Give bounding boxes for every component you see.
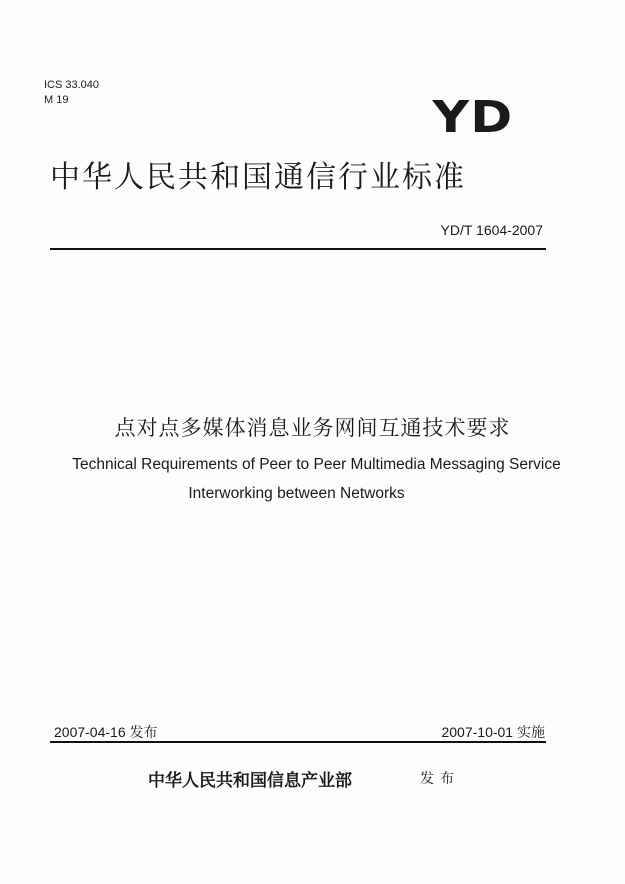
document-title-english-line1: Technical Requirements of Peer to Peer Multimedia Messaging Service (72, 456, 561, 473)
issuing-authority: 中华人民共和国信息产业部 (148, 771, 352, 791)
issue-date: 2007-04-16 发布 (54, 724, 158, 740)
bottom-divider (50, 741, 546, 743)
classification-codes (44, 78, 99, 108)
ics-code: ICS 33.040 (44, 79, 100, 91)
yd-logo: YD (432, 92, 513, 143)
document-title-chinese: 点对点多媒体消息业务网间互通技术要求 (114, 416, 511, 440)
document-title-english-line2: Interworking between Networks (188, 485, 405, 502)
standard-number: YD/T 1604-2007 (440, 222, 543, 238)
top-divider (50, 248, 546, 250)
standard-category-title: 中华人民共和国通信行业标准 (50, 160, 466, 195)
issuer-publish-label: 发布 (420, 771, 460, 787)
ccs-code: M 19 (44, 94, 69, 106)
implementation-date: 2007-10-01 实施 (441, 724, 545, 740)
